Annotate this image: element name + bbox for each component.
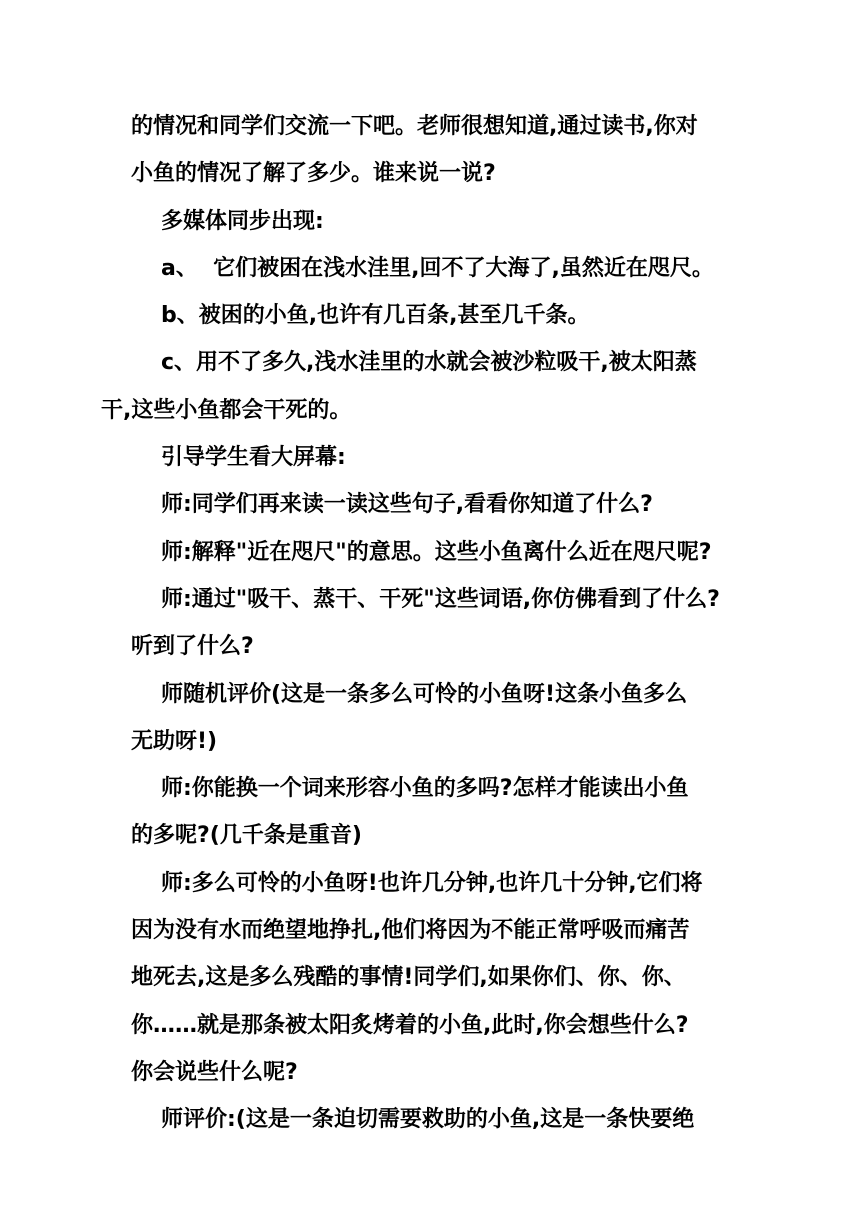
text-line: 你会说些什么呢? (131, 1059, 298, 1085)
text-line: 师随机评价(这是一条多么可怜的小鱼呀!这条小鱼多么 (161, 681, 688, 707)
paragraph-8 (131, 529, 731, 576)
text-line: 干,这些小鱼都会干死的。 (101, 397, 352, 423)
paragraph-2 (131, 198, 731, 245)
paragraph-11 (131, 765, 731, 860)
paragraph-3 (131, 245, 731, 292)
text-line: 师:多么可怜的小鱼呀!也许几分钟,也许几十分钟,它们将 (161, 870, 703, 896)
text-line: 的多呢?(几千条是重音) (131, 823, 362, 849)
text-line: 因为没有水而绝望地挣扎,他们将因为不能正常呼吸而痛苦 (131, 918, 690, 944)
text-line: 小鱼的情况了解了多少。谁来说一说? (131, 161, 496, 187)
text-line: c、用不了多久,浅水洼里的水就会被沙粒吸干,被太阳蒸 (161, 350, 697, 376)
paragraph-5 (101, 339, 731, 434)
paragraph-13 (131, 1096, 731, 1143)
text-line: 师:解释"近在咫尺"的意思。这些小鱼离什么近在咫尺呢? (161, 539, 712, 565)
paragraph-12 (131, 860, 731, 1096)
text-line: b、被困的小鱼,也许有几百条,甚至几千条。 (161, 303, 590, 329)
paragraph-1 (131, 103, 731, 198)
text-line: a、 它们被困在浅水洼里,回不了大海了,虽然近在咫尺。 (161, 255, 714, 281)
text-line: 无助呀!) (131, 728, 218, 754)
paragraph-6 (131, 434, 731, 481)
paragraph-10 (131, 671, 731, 766)
paragraph-9 (131, 576, 731, 671)
text-line: 师:通过"吸干、蒸干、干死"这些词语,你仿佛看到了什么? (161, 586, 720, 612)
paragraph-7 (131, 481, 731, 528)
text-line: 的情况和同学们交流一下吧。老师很想知道,通过读书,你对 (131, 114, 698, 139)
text-line: 你……就是那条被太阳炙烤着的小鱼,此时,你会想些什么? (131, 1012, 689, 1038)
text-line: 师:你能换一个词来形容小鱼的多吗?怎样才能读出小鱼 (161, 776, 689, 802)
text-line: 引导学生看大屏幕: (161, 445, 346, 471)
text-line: 师评价:(这是一条迫切需要救助的小鱼,这是一条快要绝 (161, 1107, 695, 1133)
text-line: 多媒体同步出现: (161, 208, 324, 234)
paragraph-4 (131, 292, 731, 339)
text-line: 听到了什么? (131, 634, 254, 660)
document-body (101, 103, 731, 1144)
text-line: 地死去,这是多么残酷的事情!同学们,如果你们、你、你、 (131, 965, 686, 991)
text-line: 师:同学们再来读一读这些句子,看看你知道了什么? (161, 492, 653, 518)
